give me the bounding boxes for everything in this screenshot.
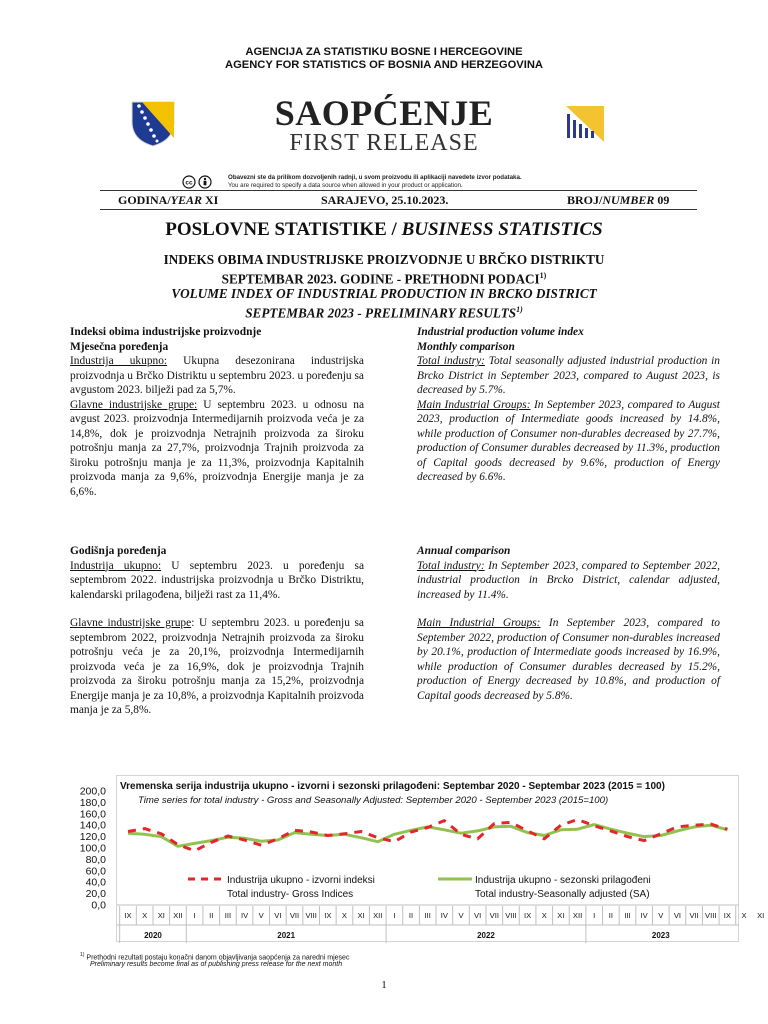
- y-tick-label: 0,0: [91, 899, 106, 912]
- x-tick-label: VI: [474, 911, 482, 920]
- y-tick-label: 60,0: [85, 865, 106, 878]
- license-notice-bs: Obavezni ste da prilikom dozvoljenih radnji, u svom proizvodu ili aplikaciji navedete izvor podataka.: [228, 174, 522, 181]
- place-date: SARAJEVO, 25.10.2023.: [321, 193, 449, 207]
- annual-total-en: Total industry: In September 2023, compared to September 2022, industrial production in Brcko District, calendar adjusted, increased by 11.4%.: [417, 559, 720, 601]
- agency-logo-icon: [564, 104, 606, 144]
- x-tick-label: IV: [240, 911, 249, 920]
- subtitle-en-line2: SEPTEMBAR 2023 - PRELIMINARY RESULTS$^{1)}$: [245, 305, 523, 321]
- annual-heading-en: Annual comparison: [417, 545, 511, 557]
- year-label: 2023: [651, 931, 670, 940]
- x-tick-label: IX: [723, 911, 731, 920]
- x-tick-label: II: [608, 911, 613, 920]
- legend-label-sa-en: Total industry-Seasonally adjusted (SA): [475, 889, 650, 900]
- x-tick-label: II: [408, 911, 414, 920]
- x-tick-label: XII: [373, 911, 383, 920]
- annual-comparison-en: [417, 544, 720, 703]
- legend-label-gross: Industrija ukupno - izvorni indeksi: [227, 875, 375, 886]
- x-tick-label: III: [424, 911, 431, 920]
- x-tick-label: VIII: [305, 911, 317, 920]
- x-tick-label: IX: [524, 911, 532, 920]
- x-tick-label: XI: [157, 911, 165, 920]
- footnote-en: Preliminary results become final as of publishing press release for the next month: [90, 961, 343, 968]
- x-tick-label: X: [341, 911, 347, 920]
- annual-heading-bs: Godišnja poređenja: [70, 545, 167, 557]
- annual-comparison-bs: [70, 544, 364, 718]
- legend-label-gross-en: Total industry- Gross Indices: [227, 889, 354, 900]
- monthly-heading-en-1: Industrial production volume index: [417, 326, 584, 338]
- section-title: POSLOVNE STATISTIKE / BUSINESS STATISTICS: [165, 219, 603, 240]
- header-rule-top: [100, 190, 697, 191]
- y-tick-label: 120,0: [79, 831, 106, 844]
- monthly-groups-en: Main Industrial Groups: In September 2023, compared to August 2023, production of Intermediate goods increased by 14.8%, while production of Consumer non-durables decreased by 27.7%, production of Consumer durables decreased by 11.3%, production of Capital goods decreased by 9.6%, production of Energy decreased by 6.6%.: [417, 398, 720, 483]
- x-tick-label: III: [624, 911, 631, 920]
- x-tick-label: I: [193, 911, 196, 920]
- chart-title: Vremenska serija industrija ukupno - izvorni i sezonski prilagođeni: Septembar 2020 - Septembar 2023 (2015 = 100): [120, 781, 665, 792]
- x-tick-label: I: [393, 911, 396, 920]
- agency-name-en: AGENCY FOR STATISTICS OF BOSNIA AND HERZEGOVINA: [224, 59, 544, 71]
- x-tick-label: III: [224, 911, 232, 920]
- header-rule-bottom: [100, 209, 697, 210]
- x-tick-label: VII: [289, 911, 300, 920]
- release-title-en: FIRST RELEASE: [289, 130, 479, 156]
- chart-subtitle: Time series for total industry - Gross and Seasonally Adjusted: September 2020 - September 2023 (2015=100): [138, 795, 609, 806]
- legend-label-sa: Industrija ukupno - sezonski prilagođeni: [475, 875, 651, 886]
- chart-legend: [188, 875, 651, 900]
- y-tick-label: 100,0: [79, 842, 106, 855]
- x-tick-label: II: [209, 911, 214, 920]
- x-axis: [117, 905, 768, 943]
- y-tick-label: 160,0: [79, 808, 106, 821]
- x-tick-label: XII: [572, 911, 583, 920]
- creative-commons-icon: [182, 175, 220, 189]
- year-label: 2021: [277, 931, 296, 940]
- y-tick-label: 180,0: [79, 796, 106, 809]
- y-tick-label: 80,0: [85, 853, 106, 866]
- x-tick-label: VII: [489, 911, 499, 920]
- monthly-heading-bs-2: Mjesečna poređenja: [70, 340, 169, 353]
- y-tick-label: 140,0: [79, 819, 106, 832]
- x-tick-label: VI: [274, 911, 282, 920]
- y-tick-label: 40,0: [85, 876, 106, 889]
- y-tick-label: 200,0: [79, 785, 106, 798]
- monthly-heading-en-2: Monthly comparison: [417, 340, 515, 353]
- monthly-groups-bs: Glavne industrijske grupe: U septembru 2023. u odnosu na avgust 2023. proizvodnja Intermedijarnih proizvoda veća je za 14,8%, dok je proizvodnja Netrajnih proizvoda za široku potrošnju manja za 27,7%, proizvodnja Trajnih proizvoda za široku potrošnju manja je za 11,3%, proizvodnja Kapitalnih proizvoda manja za 9,6%, proizvodnja Energije manja je za 6,6%.: [70, 398, 365, 498]
- annual-total-bs: Industrija ukupno: U septembru 2023. u poređenju sa septembrom 2022. industrijska proizvodnja u Brčko Distriktu, kalendarski prilagođena, bilježi rast za 11,4%.: [70, 559, 365, 601]
- year-info: GODINA/YEAR XI: [118, 193, 219, 207]
- y-axis: [80, 786, 106, 912]
- x-tick-label: V: [658, 911, 664, 920]
- subtitle-bs-line1: INDEKS OBIMA INDUSTRIJSKE PROIZVODNJE U BRČKO DISTRIKTU: [163, 252, 605, 267]
- x-tick-label: VIII: [505, 911, 517, 920]
- license-notice: [182, 173, 602, 191]
- x-tick-label: XI: [357, 911, 365, 920]
- x-tick-label: IX: [124, 911, 132, 920]
- x-tick-label: IV: [440, 911, 448, 920]
- x-tick-label: XII: [173, 911, 183, 920]
- monthly-heading-bs-1: Indeksi obima industrijske proizvodnje: [70, 326, 262, 338]
- agency-name-bs: AGENCIJA ZA STATISTIKU BOSNE I HERCEGOVINE: [245, 46, 523, 58]
- license-notice-en: You are required to specify a data source when allowed in your product or application.: [228, 181, 463, 189]
- industrial-production-chart: [70, 775, 765, 945]
- x-tick-label: VII: [689, 911, 699, 920]
- x-tick-label: VI: [673, 911, 682, 920]
- x-tick-label: IV: [640, 911, 648, 920]
- x-tick-label: IX: [324, 911, 332, 920]
- x-tick-label: X: [541, 911, 547, 920]
- monthly-total-bs: Industrija ukupno: Ukupna desezonirana industrijska proizvodnja u Brčko Distriktu u septembru 2023. u poređenju sa avgustom 2023. bilježi pad za 5,7%.: [70, 355, 364, 396]
- monthly-comparison-en: [417, 325, 720, 485]
- monthly-comparison-bs: [70, 325, 364, 499]
- x-tick-label: X: [741, 911, 747, 920]
- annual-groups-en: Main Industrial Groups: In September 2023, compared to September 2022, production of Consumer non-durables increased by 20.1%, production of Intermediate goods increased by 16.9%, while production of Consumer durables decreased by 15.2%, production of Energy decreased by 10.8%, and production of Capital goods decreased by 5.8%.: [417, 617, 720, 702]
- x-tick-label: VIII: [705, 911, 717, 920]
- page-number: 1: [381, 979, 387, 991]
- x-tick-label: V: [458, 911, 464, 920]
- release-number: BROJ/NUMBER 09: [567, 193, 670, 207]
- year-label: 2022: [477, 931, 495, 940]
- x-tick-label: XI: [757, 911, 765, 920]
- x-tick-label: V: [258, 911, 264, 920]
- svg-text:cc: cc: [185, 179, 193, 187]
- chart-series: [128, 820, 727, 851]
- subtitle-en-line1: VOLUME INDEX OF INDUSTRIAL PRODUCTION IN BRCKO DISTRICT: [171, 286, 597, 301]
- annual-groups-bs: Glavne industrijske grupe: U septembru 2023. u poređenju sa septembrom 2022, proizvodnja Netrajnih proizvoda za široku potrošnju veća je za 20,1%, proizvodnja Intermedijarnih proizvoda veća je za 16,9%, dok je proizvodnja Trajnih proizvoda za široku potrošnju manja za 15,2%, proizvodnja Energije manja je za 10,8%, a proizvodnja Kapitalnih proizvoda manja je za 5,8%.: [70, 617, 364, 716]
- monthly-total-en: Total industry: Total seasonally adjusted industrial production in Brcko District in September 2023, compared to August 2023, is decreased by 5.7%.: [417, 355, 720, 396]
- y-tick-label: 20,0: [85, 888, 106, 901]
- x-tick-label: XI: [557, 911, 565, 920]
- release-title-bs: SAOPĆENJE: [274, 93, 494, 133]
- x-tick-label: I: [593, 911, 596, 920]
- footnote-bs: $^{1)}$ Prethodni rezultati postaju konačni danom objavljivanja saopćenja za naredni mjesec: [80, 952, 350, 962]
- x-tick-label: X: [142, 911, 148, 920]
- subtitle-bs-line2: SEPTEMBAR 2023. GODINE - PRETHODNI PODACI$^{1)}$: [221, 271, 547, 287]
- year-label: 2020: [144, 931, 162, 940]
